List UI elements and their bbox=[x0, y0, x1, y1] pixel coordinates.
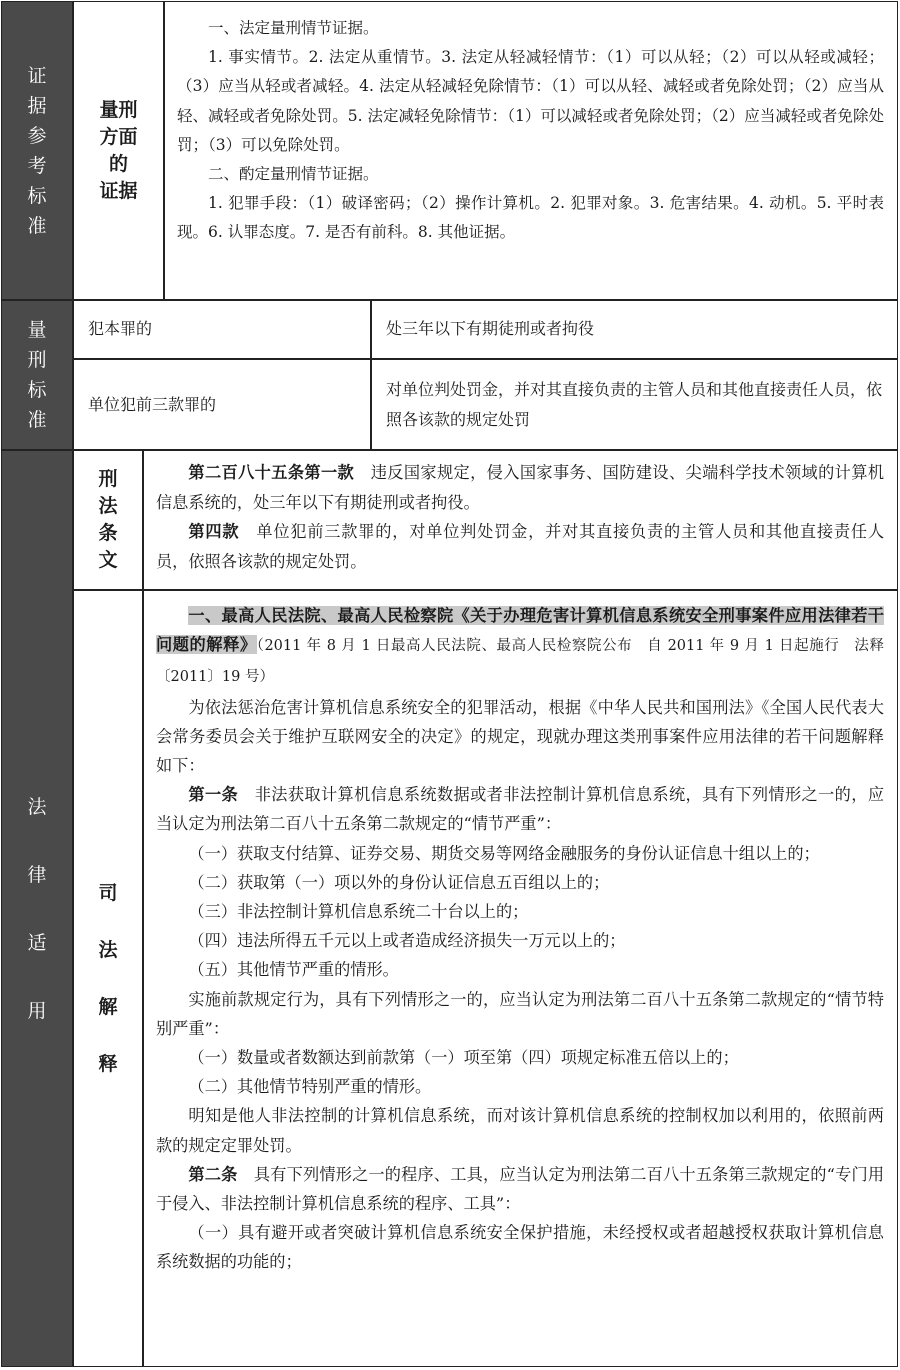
clause-title: 第二百八十五条第一款 bbox=[188, 463, 355, 482]
divider bbox=[72, 589, 898, 591]
condition-cell: 犯本罪的 bbox=[88, 319, 153, 338]
evidence-standard-label: 证 据 参 考 标 准 bbox=[2, 2, 72, 299]
penalty-cell: 对单位判处罚金，并对其直接负责的主管人员和其他直接责任人员，依照各该款的规定处罚 bbox=[386, 379, 883, 429]
penalty-cell: 处三年以下有期徒刑或者拘役 bbox=[386, 319, 595, 338]
criminal-law-sublabel: 刑 法 条 文 bbox=[98, 468, 118, 571]
criminal-law-text: 第二百八十五条第一款 违反国家规定，侵入国家事务、国防建设、尖端科学技术领域的计算机信息系统的，处三年以下有期徒刑或者拘役。 第四款 单位犯前三款罪的，对单位判处罚金，并对其直接负责的主管人员和其他直接责任人员，依照各该款的规定处罚。 bbox=[156, 463, 885, 571]
sentencing-evidence-text: 一、法定量刑情节证据。 1. 事实情节。2. 法定从重情节。3. 法定从轻减轻情节：（1）可以从轻；（2）可以从轻或减轻；（3）应当从轻或者减轻。4. 法定从轻减轻免除情节：（1）可以从轻、减轻或者免除处罚；（2）应当从轻、减轻或者免除处罚。5. 法定减轻免除情节：（1）可以减轻或者免除处罚；（2）应当减轻或者免除处罚；（3）可以免除处罚。 二、酌定量刑情节证据。 1. 犯罪手段：（1）破译密码；（2）操作计算机。2. 犯罪对象。3. 危害结果。4. 动机。5. 平时表现。6. 认罪态度。7. 是否有前科。8. 其他证据。 bbox=[177, 19, 884, 242]
interpretation-note: （2011 年 8 月 1 日最高人民法院、最高人民检察院公布 自 2011 年 9 月 1 日起施行 法释〔2011〕19 号） bbox=[156, 638, 885, 686]
interpretation-title: 一、最高人民法院、最高人民检察院《关于办理危害计算机信息系统安全刑事案件应用法律若干问题的解释》 bbox=[156, 606, 884, 655]
law-application-label: 法 律 适 用 bbox=[2, 451, 72, 1367]
article-title: 第二条 bbox=[188, 1164, 238, 1184]
sentencing-evidence-sublabel: 量刑 方面 的 证据 bbox=[99, 98, 138, 202]
judicial-interpretation-text: 一、最高人民法院、最高人民检察院《关于办理危害计算机信息系统安全刑事案件应用法律若干问题的解释》（2011 年 8 月 1 日最高人民法院、最高人民检察院公布 自 2011 年 9 月 1 日起施行 法释〔2011〕19 号） 为依法惩治危害计算机信息系统安全的犯罪活动，根据《中华人民共和国刑法》《全国人民代表大会常务委员会关于维护互联网安全的决定》的规定，现就办理这类刑事案件应用法律的若干问题解释如下： 第一条 非法获取计算机信息系统数据或者非法控制计算机信息系统，具有下列情形之一的，应当认定为刑法第二百八十五条第二款规定的“情节严重”： （一）获取支付结算、证券交易、期货交易等网络金融服务的身份认证信息十组以上的； （二）获取第（一）项以外的身份认证信息五百组以上的； （三）非法控制计算机信息系统二十台以上的； （四）违法所得五千元以上或者造成经济损失一万元以上的； （五）其他情节严重的情形。 实施前款规定行为，具有下列情形之一的，应当认定为刑法第二百八十五条第二款规定的“情节特别严重”： （一）数量或者数额达到前款第（一）项至第（四）项规定标准五倍以上的； （二）其他情节特别严重的情形。 明知是他人非法控制的计算机信息系统，而对该计算机信息系统的控制权加以利用的，依照前两款的规定定罪处罚。 第二条 具有下列情形之一的程序、工具，应当认定为刑法第二百八十五条第三款规定的“专门用于侵入、非法控制计算机信息系统的程序、工具”： （一）具有避开或者突破计算机信息系统安全保护措施，未经授权或者超越授权获取计算机信息系统数据的功能的； bbox=[156, 606, 885, 1272]
condition-cell: 单位犯前三款罪的 bbox=[88, 394, 217, 414]
sentencing-standard-label: 量 刑 标 准 bbox=[2, 301, 72, 449]
clause-title: 第四款 bbox=[188, 522, 240, 541]
judicial-interpretation-sublabel: 司 法 解 释 bbox=[98, 882, 118, 1075]
article-title: 第一条 bbox=[188, 785, 239, 805]
